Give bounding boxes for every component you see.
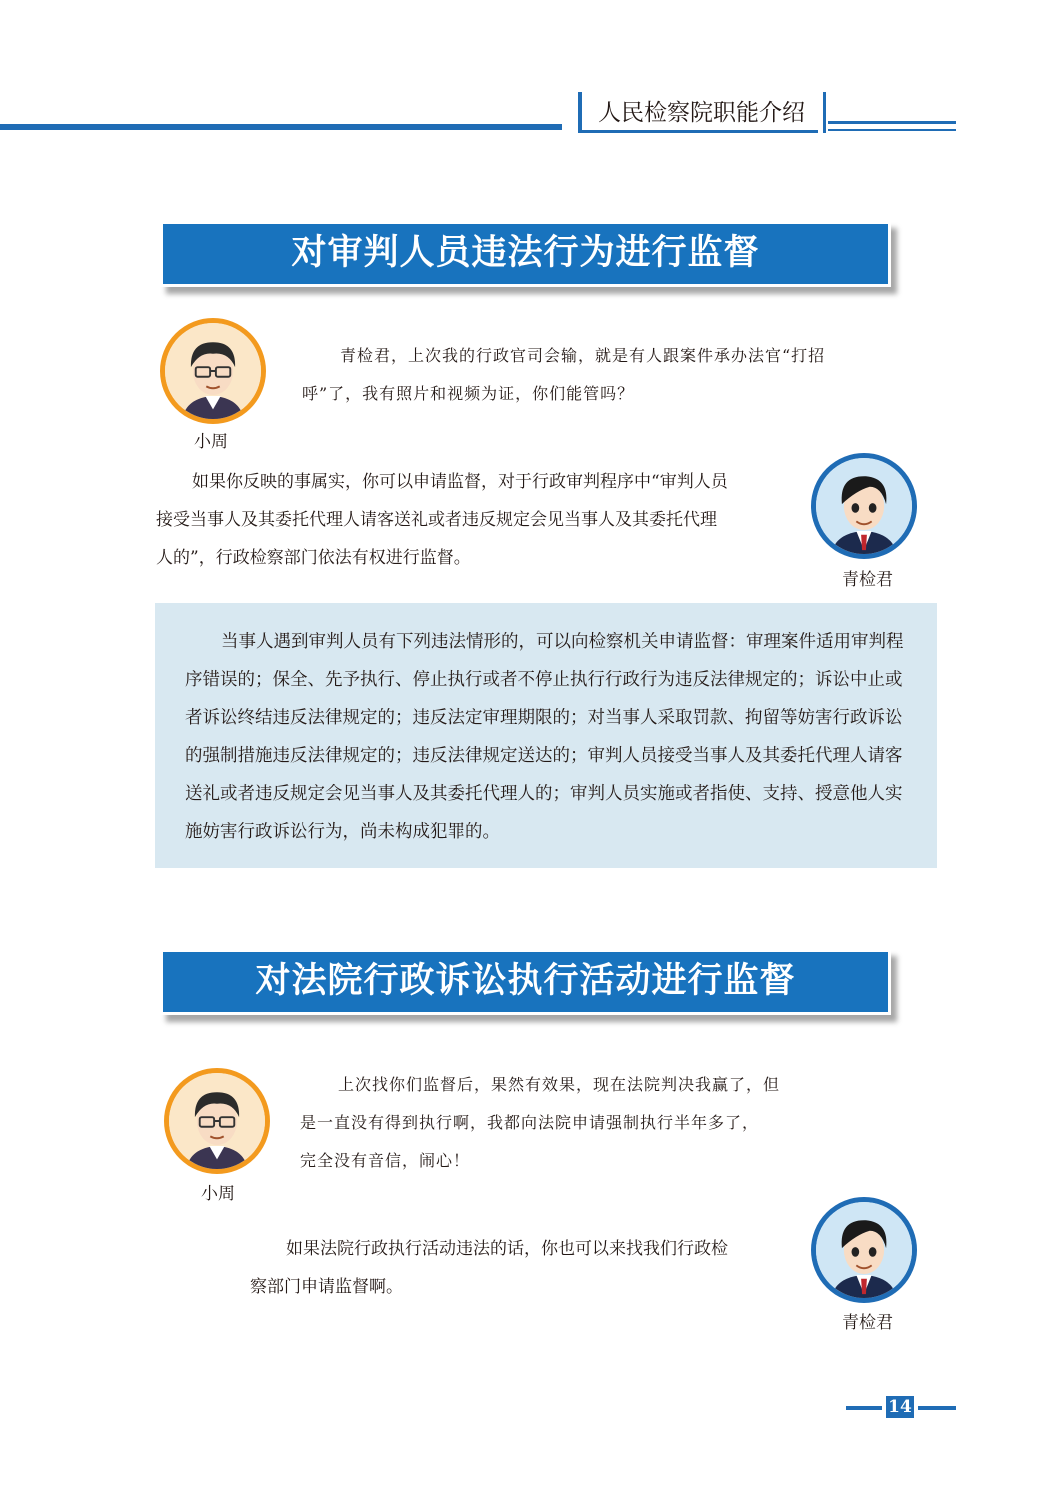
header-rule-right-bottom <box>828 129 956 131</box>
header-title-frame <box>578 92 818 133</box>
header-rule-right-top <box>828 121 956 124</box>
xiaozhou-avatar-icon <box>164 1068 270 1174</box>
section-2-title: 对法院行政诉讼执行活动进行监督 <box>255 960 796 1001</box>
question-line: 是一直没有得到执行啊，我都向法院申请强制执行半年多了， <box>300 1113 760 1132</box>
page-number: 14 <box>886 1396 914 1418</box>
answer-line: 察部门申请监督啊。 <box>250 1277 403 1297</box>
section-2-banner <box>160 949 891 1015</box>
section-1-banner <box>160 221 891 287</box>
qingjianjun-label: 青检君 <box>842 1313 893 1333</box>
answer-line: 人的”，行政检察部门依法有权进行监督。 <box>156 548 471 568</box>
qingjianjun-avatar-icon <box>811 453 917 559</box>
question-line: 上次找你们监督后，果然有效果，现在法院判决我赢了，但 <box>338 1075 781 1094</box>
section-1-answer <box>156 463 796 577</box>
section-1-title: 对审判人员违法行为进行监督 <box>291 232 760 273</box>
question-line: 青检君，上次我的行政官司会输，就是有人跟案件承办法官“打招 <box>340 346 826 365</box>
section-2-question <box>300 1066 830 1180</box>
question-line: 完全没有音信，闹心！ <box>300 1151 471 1170</box>
info-text: 当事人遇到审判人员有下列违法情形的，可以向检察机关申请监督：审理案件适用审判程序错误的；保全、先予执行、停止执行或者不停止执行行政行为违反法律规定的；诉讼中止或者诉讼终结违反法律规定的；违反法定审理期限的；对当事人采取罚款、拘留等妨害行政诉讼的强制措施违反法律规定的；违反法律规定送达的；审判人员接受当事人及其委托代理人请客送礼或者违反规定会见当事人及其委托代理人的；审判人员实施或者指使、支持、授意他人实施妨害行政诉讼行为，尚未构成犯罪的。 <box>185 632 904 842</box>
qingjianjun-avatar-icon <box>811 1197 917 1303</box>
section-2-answer <box>250 1230 810 1306</box>
header-title: 人民检察院职能介绍 <box>598 100 805 126</box>
info-box <box>155 603 937 868</box>
xiaozhou-avatar-icon <box>160 318 266 424</box>
answer-line: 如果你反映的事属实，你可以申请监督，对于行政审判程序中“审判人员 <box>192 472 728 492</box>
header-rule-left <box>0 124 562 130</box>
page-number-rule-right <box>918 1406 956 1410</box>
question-line: 呼”了，我有照片和视频为证，你们能管吗？ <box>302 384 635 403</box>
qingjianjun-label: 青检君 <box>842 570 893 590</box>
answer-line: 如果法院行政执行活动违法的话，你也可以来找我们行政检 <box>286 1239 728 1259</box>
page-number-rule-left <box>846 1406 882 1410</box>
xiaozhou-label: 小周 <box>201 1184 235 1204</box>
xiaozhou-label: 小周 <box>194 432 228 452</box>
answer-line: 接受当事人及其委托代理人请客送礼或者违反规定会见当事人及其委托代理 <box>156 510 717 530</box>
section-1-question <box>302 337 902 413</box>
